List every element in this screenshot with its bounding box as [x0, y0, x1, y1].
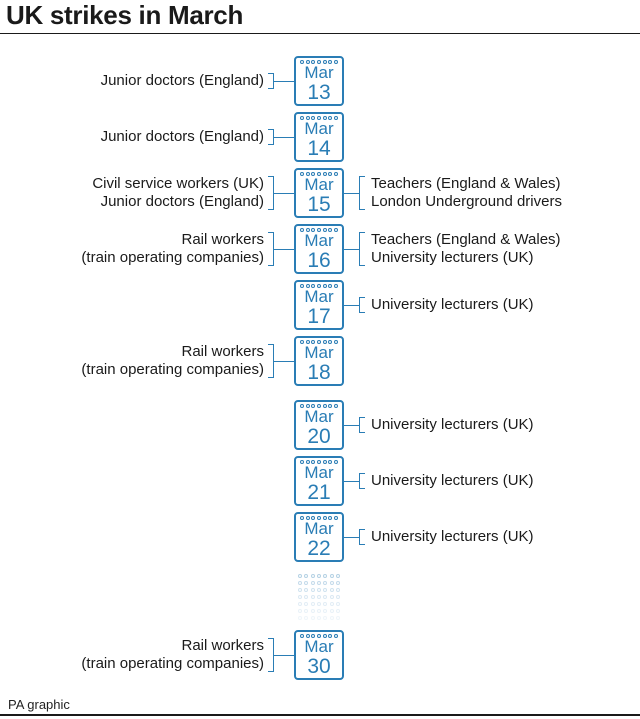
calendar-day: 21	[307, 481, 331, 504]
calendar-month: Mar	[304, 63, 334, 82]
right-strike-label	[371, 231, 561, 267]
faded-ring	[304, 602, 308, 606]
right-strike-label	[371, 175, 562, 211]
right-strike-label	[371, 528, 534, 546]
faded-ring	[311, 609, 315, 613]
faded-ring	[317, 581, 321, 585]
faded-ring-row	[298, 581, 340, 585]
faded-ring	[298, 602, 302, 606]
calendar-icon	[294, 56, 344, 106]
strike-group-line: Teachers (England & Wales)	[371, 231, 561, 248]
strike-group-line: Rail workers	[181, 637, 264, 654]
right-bracket	[359, 232, 365, 266]
faded-ring	[323, 609, 327, 613]
strike-group-line: Civil service workers (UK)	[92, 175, 264, 192]
calendar-day: 15	[307, 193, 331, 216]
faded-ring	[304, 574, 308, 578]
faded-ring	[298, 574, 302, 578]
calendar-month: Mar	[304, 407, 334, 426]
strike-group-line: (train operating companies)	[81, 655, 264, 672]
calendar-icon	[294, 400, 344, 450]
calendar-day: 13	[307, 81, 331, 104]
calendar-day: 22	[307, 537, 331, 560]
date-gap-faded-calendars	[294, 574, 344, 624]
faded-ring	[330, 609, 334, 613]
footer-rule	[0, 714, 640, 716]
calendar-day: 18	[307, 361, 331, 384]
faded-ring	[311, 595, 315, 599]
strike-group-line: Junior doctors (England)	[100, 128, 264, 145]
left-strike-label	[81, 231, 264, 267]
calendar-month: Mar	[304, 343, 334, 362]
faded-ring	[330, 588, 334, 592]
faded-ring	[330, 581, 334, 585]
faded-ring	[317, 595, 321, 599]
calendar-icon	[294, 336, 344, 386]
calendar-icon	[294, 224, 344, 274]
faded-ring	[317, 609, 321, 613]
faded-ring	[317, 602, 321, 606]
left-strike-label	[92, 175, 264, 211]
strike-group-line: Rail workers	[181, 343, 264, 360]
calendar-month: Mar	[304, 175, 334, 194]
right-connector	[344, 305, 359, 306]
faded-ring	[298, 616, 302, 620]
faded-ring	[298, 581, 302, 585]
right-strike-label	[371, 296, 534, 314]
strike-group-line: Teachers (England & Wales)	[371, 175, 561, 192]
faded-ring	[336, 616, 340, 620]
faded-ring	[298, 609, 302, 613]
faded-ring	[330, 616, 334, 620]
faded-ring	[311, 602, 315, 606]
faded-ring	[298, 588, 302, 592]
right-strike-label	[371, 416, 534, 434]
strike-group-line: University lecturers (UK)	[371, 472, 534, 489]
faded-ring	[323, 581, 327, 585]
calendar-icon	[294, 168, 344, 218]
right-bracket	[359, 176, 365, 210]
faded-ring	[311, 574, 315, 578]
faded-ring	[336, 595, 340, 599]
calendar-day: 20	[307, 425, 331, 448]
calendar-day: 16	[307, 249, 331, 272]
right-connector	[344, 537, 359, 538]
faded-ring	[304, 595, 308, 599]
right-connector	[344, 425, 359, 426]
faded-ring	[311, 616, 315, 620]
calendar-icon	[294, 630, 344, 680]
right-bracket	[359, 417, 365, 433]
faded-ring	[336, 581, 340, 585]
faded-ring	[317, 616, 321, 620]
faded-ring	[323, 616, 327, 620]
calendar-day: 14	[307, 137, 331, 160]
right-connector	[344, 249, 359, 250]
left-strike-label	[81, 637, 264, 673]
left-connector	[274, 137, 294, 138]
faded-ring	[311, 581, 315, 585]
strike-group-line: London Underground drivers	[371, 193, 562, 210]
left-connector	[274, 655, 294, 656]
faded-ring	[317, 574, 321, 578]
faded-ring	[304, 616, 308, 620]
strike-group-line: University lecturers (UK)	[371, 528, 534, 545]
faded-ring	[317, 588, 321, 592]
faded-ring	[336, 574, 340, 578]
faded-ring	[336, 609, 340, 613]
right-bracket	[359, 529, 365, 545]
page-title: UK strikes in March	[6, 0, 244, 30]
faded-ring-row	[298, 602, 340, 606]
faded-ring	[323, 595, 327, 599]
calendar-month: Mar	[304, 119, 334, 138]
faded-ring-row	[298, 609, 340, 613]
faded-ring-row	[298, 588, 340, 592]
calendar-month: Mar	[304, 231, 334, 250]
faded-ring-row	[298, 595, 340, 599]
faded-ring	[304, 588, 308, 592]
calendar-icon	[294, 456, 344, 506]
calendar-icon	[294, 112, 344, 162]
source-credit: PA graphic	[8, 697, 70, 712]
left-strike-label	[101, 72, 264, 90]
left-connector	[274, 361, 294, 362]
right-connector	[344, 193, 359, 194]
strike-group-line: University lecturers (UK)	[371, 296, 534, 313]
faded-ring-row	[298, 616, 340, 620]
calendar-icon	[294, 512, 344, 562]
faded-ring	[323, 602, 327, 606]
left-connector	[274, 81, 294, 82]
strike-group-line: (train operating companies)	[81, 249, 264, 266]
faded-ring	[330, 574, 334, 578]
calendar-day: 17	[307, 305, 331, 328]
faded-ring	[298, 595, 302, 599]
left-connector	[274, 249, 294, 250]
calendar-day: 30	[307, 655, 331, 678]
faded-ring-row	[298, 574, 340, 578]
faded-ring	[336, 602, 340, 606]
strike-group-line: University lecturers (UK)	[371, 249, 534, 266]
right-connector	[344, 481, 359, 482]
calendar-icon	[294, 280, 344, 330]
strike-group-line: Rail workers	[181, 231, 264, 248]
faded-ring	[323, 588, 327, 592]
right-bracket	[359, 473, 365, 489]
left-strike-label	[81, 343, 264, 379]
faded-ring	[330, 595, 334, 599]
right-strike-label	[371, 472, 534, 490]
calendar-month: Mar	[304, 287, 334, 306]
left-connector	[274, 193, 294, 194]
faded-ring	[304, 609, 308, 613]
faded-ring	[330, 602, 334, 606]
calendar-month: Mar	[304, 519, 334, 538]
strike-group-line: Junior doctors (England)	[100, 193, 264, 210]
calendar-month: Mar	[304, 463, 334, 482]
faded-ring	[311, 588, 315, 592]
strike-group-line: Junior doctors (England)	[100, 72, 264, 89]
calendar-month: Mar	[304, 637, 334, 656]
strike-group-line: (train operating companies)	[81, 361, 264, 378]
faded-ring	[304, 581, 308, 585]
right-bracket	[359, 297, 365, 313]
strike-group-line: University lecturers (UK)	[371, 416, 534, 433]
left-strike-label	[101, 128, 264, 146]
faded-ring	[336, 588, 340, 592]
faded-ring	[323, 574, 327, 578]
